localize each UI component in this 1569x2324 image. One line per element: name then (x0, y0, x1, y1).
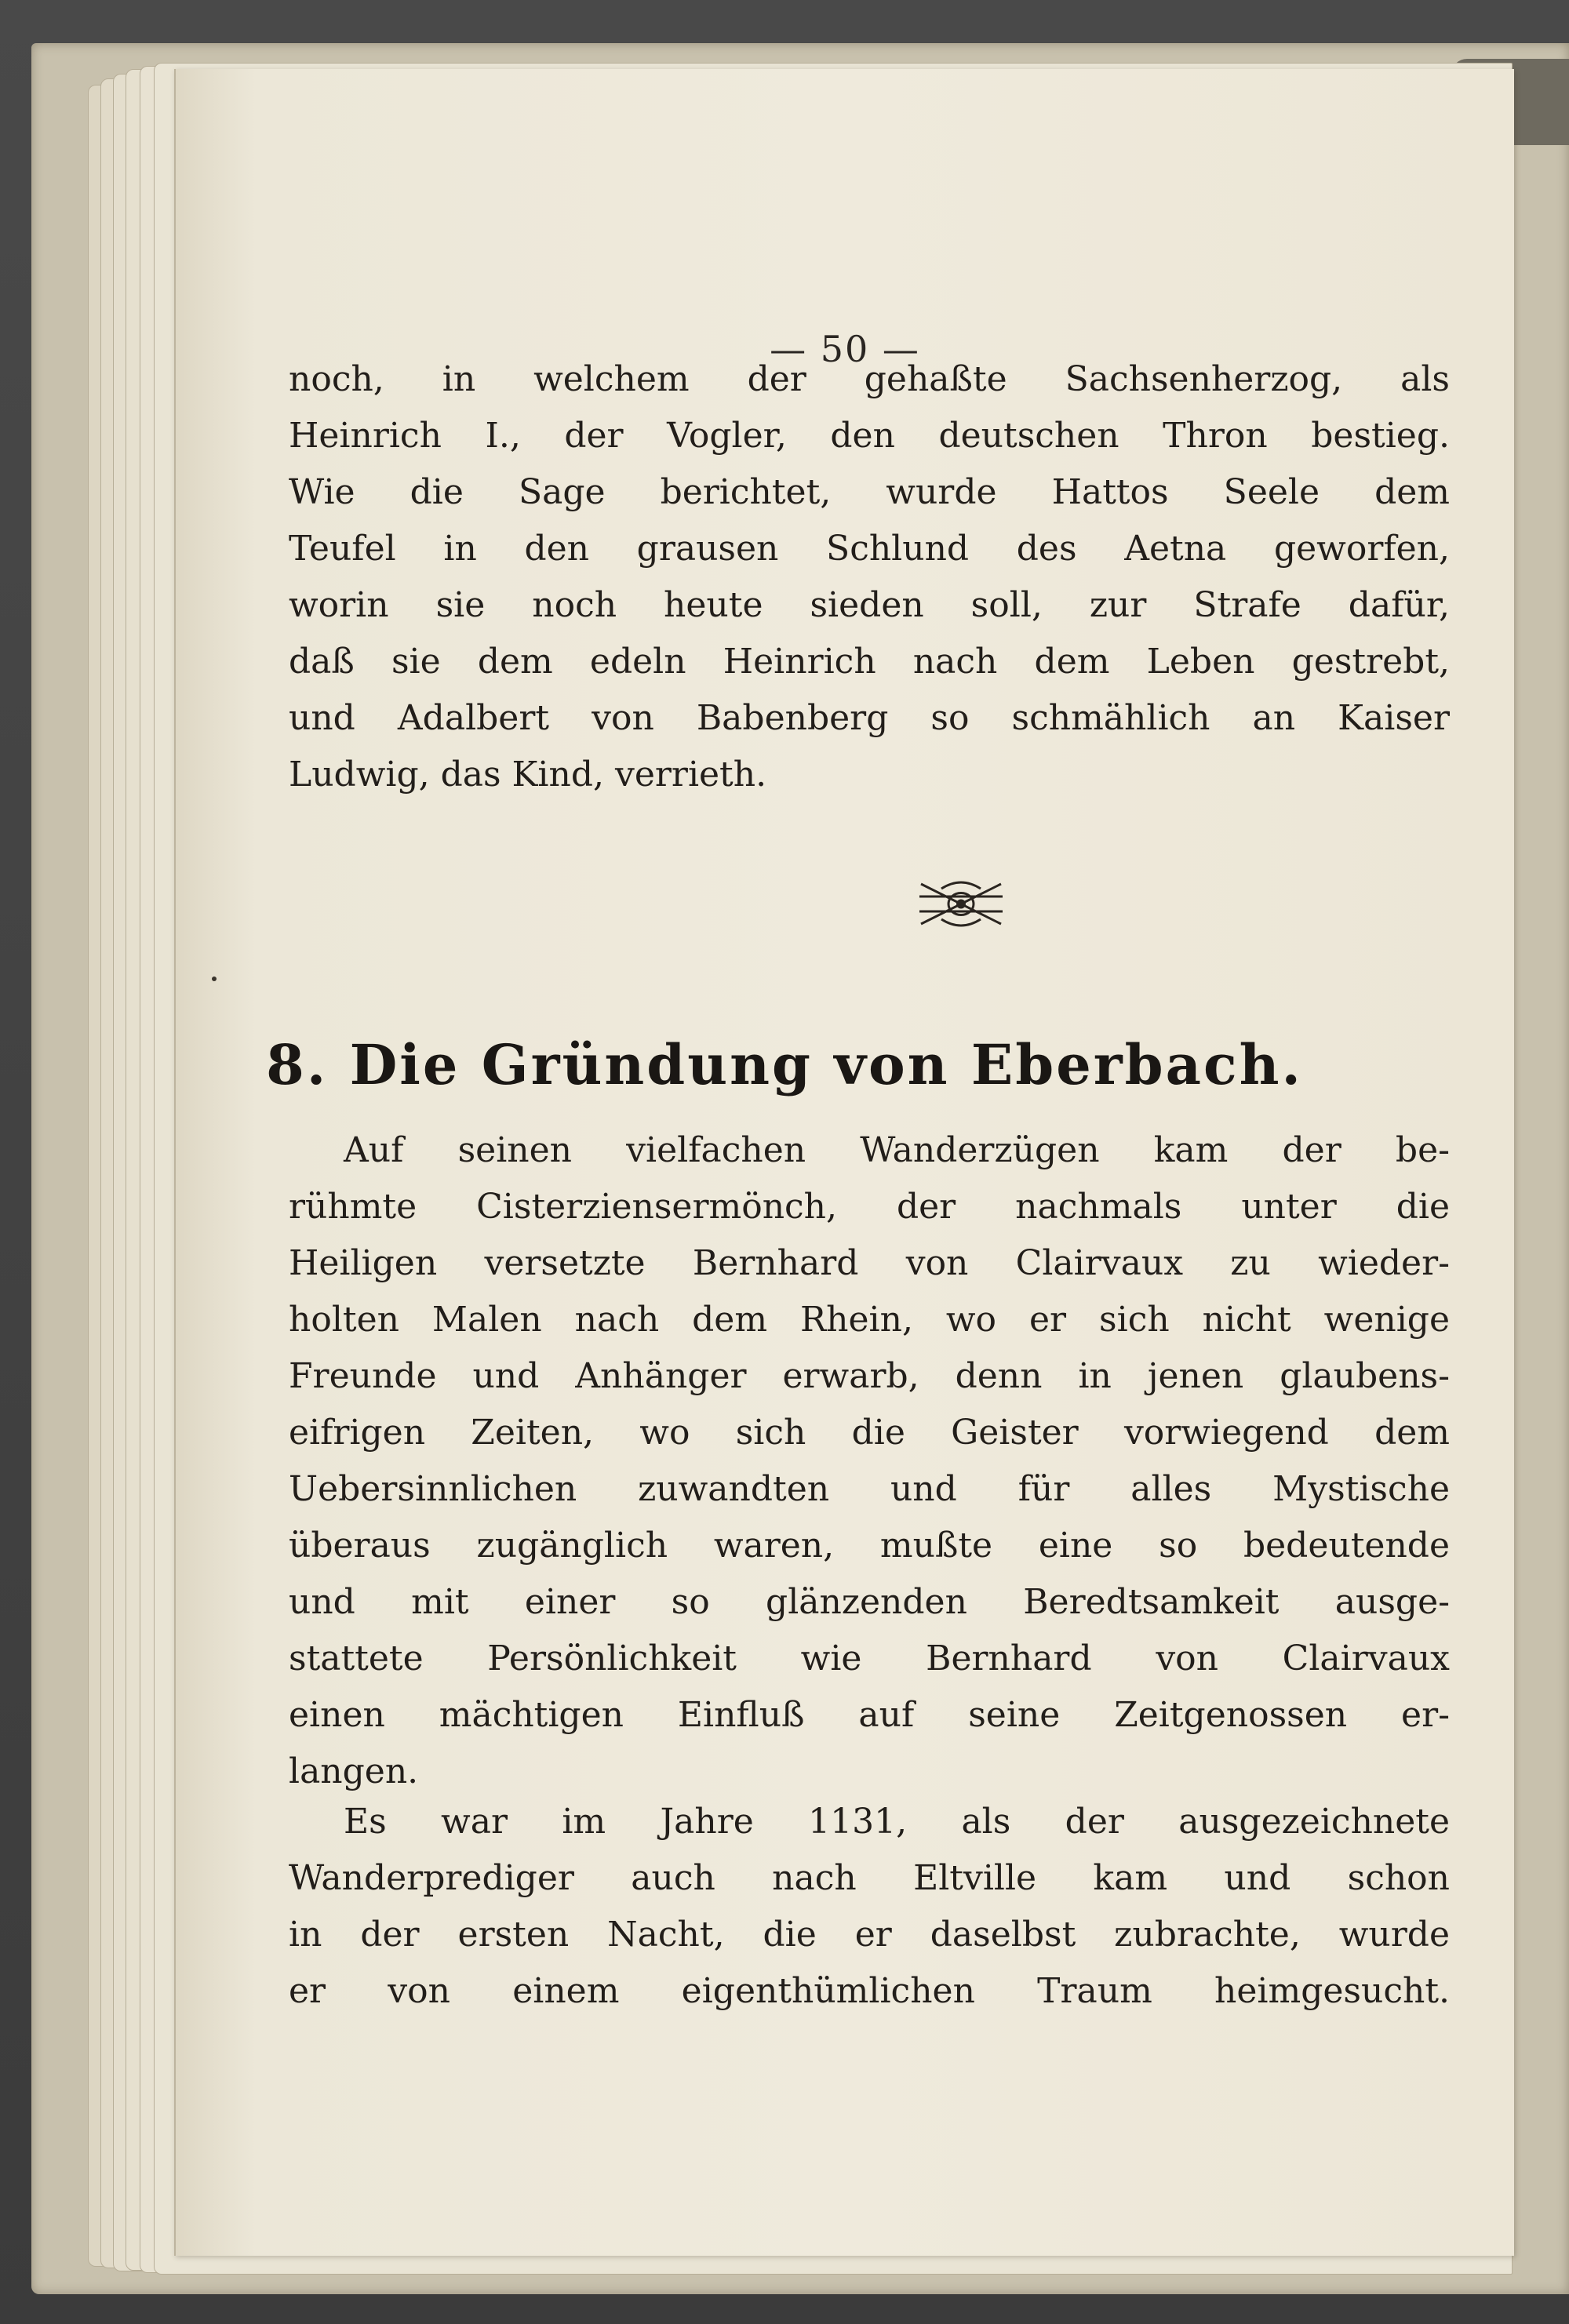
text-line: Teufel in den grausen Schlund des Aetna geworfen, (289, 529, 1450, 569)
text-line: langen. (289, 1751, 419, 1791)
text-line: Freunde und Anhänger erwarb, denn in jenen glaubens- (289, 1356, 1450, 1396)
text-line: eifrigen Zeiten, wo sich die Geister vorwiegend dem (289, 1413, 1450, 1453)
text-line: Wanderprediger auch nach Eltville kam und schon (289, 1858, 1450, 1898)
page-number: — 50 — (770, 328, 920, 370)
text-line: er von einem eigenthümlichen Traum heimgesucht. (289, 1971, 1450, 2011)
text-line: Auf seinen vielfachen Wanderzügen kam der be- (344, 1130, 1450, 1170)
text-line: einen mächtigen Einfluß auf seine Zeitgenossen er- (289, 1695, 1450, 1735)
paragraph (289, 1794, 1450, 2020)
paragraph (289, 1122, 1450, 1800)
text-line: Heiligen versetzte Bernhard von Clairvaux zu wieder- (289, 1243, 1450, 1283)
text-line: und Adalbert von Babenberg so schmählich an Kaiser (289, 698, 1450, 738)
text-line: holten Malen nach dem Rhein, wo er sich nicht wenige (289, 1300, 1450, 1340)
text-line: stattete Persönlichkeit wie Bernhard von Clairvaux (289, 1638, 1450, 1678)
text-line: noch, in welchem der gehaßte Sachsenherzog, als (289, 359, 1450, 399)
text-line: daß sie dem edeln Heinrich nach dem Leben gestrebt, (289, 642, 1450, 682)
text-line: Ludwig, das Kind, verrieth. (289, 755, 767, 795)
text-line: worin sie noch heute sieden soll, zur Strafe dafür, (289, 585, 1450, 625)
paragraph-continuation (289, 351, 1450, 803)
text-line: und mit einer so glänzenden Beredtsamkeit ausge- (289, 1582, 1450, 1622)
text-line: Wie die Sage berichtet, wurde Hattos Seele dem (289, 472, 1450, 512)
text-line: rühmte Cisterziensermönch, der nachmals unter die (289, 1187, 1450, 1227)
text-line: Es war im Jahre 1131, als der ausgezeichnete (344, 1802, 1450, 1842)
text-line: in der ersten Nacht, die er daselbst zubrachte, wurde (289, 1915, 1450, 1955)
fleuron-ornament-icon (918, 875, 1004, 933)
text-line: Uebersinnlichen zuwandten und für alles Mystische (289, 1469, 1450, 1509)
text-line: Heinrich I., der Vogler, den deutschen Thron bestieg. (289, 416, 1450, 456)
ink-spot (212, 977, 217, 981)
text-line: überaus zugänglich waren, mußte eine so bedeutende (289, 1526, 1450, 1566)
section-heading: 8. Die Gründung von Eberbach. (266, 1032, 1303, 1097)
